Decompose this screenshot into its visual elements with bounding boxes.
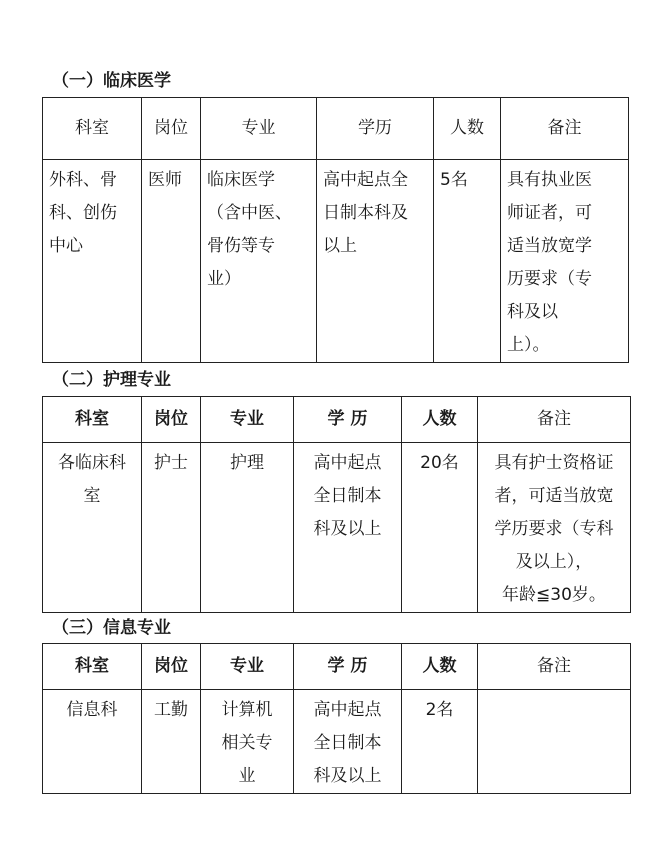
cell-note: 具有执业医 师证者，可 适当放宽学 历要求（专 科及以 上）。: [501, 160, 629, 363]
header-education: 学 历: [294, 397, 402, 443]
cell-department: 各临床科 室: [43, 443, 142, 613]
table-header-row: [43, 644, 631, 690]
table-header-row: [43, 397, 631, 443]
header-major: 专业: [201, 397, 294, 443]
table-clinical: [42, 97, 629, 363]
header-department: 科室: [43, 98, 142, 160]
cell-department: 外科、骨 科、创伤 中心: [43, 160, 142, 363]
cell-major: 护理: [201, 443, 294, 613]
section-title-clinical: （一）临床医学: [52, 71, 171, 91]
cell-department: 信息科: [43, 690, 142, 794]
header-education: 学历: [317, 98, 434, 160]
cell-education: 高中起点 全日制本 科及以上: [294, 690, 402, 794]
header-note: 备注: [501, 98, 629, 160]
cell-count: 2名: [402, 690, 478, 794]
header-count: 人数: [434, 98, 501, 160]
cell-count: 5名: [434, 160, 501, 363]
header-major: 专业: [201, 98, 317, 160]
cell-note: [478, 690, 631, 794]
header-position: 岗位: [142, 397, 201, 443]
cell-note: 具有护士资格证 者，可适当放宽 学历要求（专科 及以上）， 年龄≦30岁。: [478, 443, 631, 613]
table-row: [43, 690, 631, 794]
header-count: 人数: [402, 397, 478, 443]
table-nursing: [42, 396, 631, 613]
header-note: 备注: [478, 644, 631, 690]
table-row: [43, 160, 629, 363]
section-title-nursing: （二）护理专业: [52, 370, 171, 390]
section-title-information: （三）信息专业: [52, 618, 171, 638]
header-position: 岗位: [142, 98, 201, 160]
cell-education: 高中起点全 日制本科及 以上: [317, 160, 434, 363]
cell-position: 工勤: [142, 690, 201, 794]
cell-education: 高中起点 全日制本 科及以上: [294, 443, 402, 613]
header-count: 人数: [402, 644, 478, 690]
table-information: [42, 643, 631, 794]
header-major: 专业: [201, 644, 294, 690]
cell-count: 20名: [402, 443, 478, 613]
table-row: [43, 443, 631, 613]
cell-position: 医师: [142, 160, 201, 363]
cell-major: 临床医学 （含中医、 骨伤等专 业）: [201, 160, 317, 363]
header-position: 岗位: [142, 644, 201, 690]
header-department: 科室: [43, 397, 142, 443]
header-department: 科室: [43, 644, 142, 690]
header-education: 学 历: [294, 644, 402, 690]
header-note: 备注: [478, 397, 631, 443]
cell-major: 计算机 相关专 业: [201, 690, 294, 794]
cell-position: 护士: [142, 443, 201, 613]
table-header-row: [43, 98, 629, 160]
